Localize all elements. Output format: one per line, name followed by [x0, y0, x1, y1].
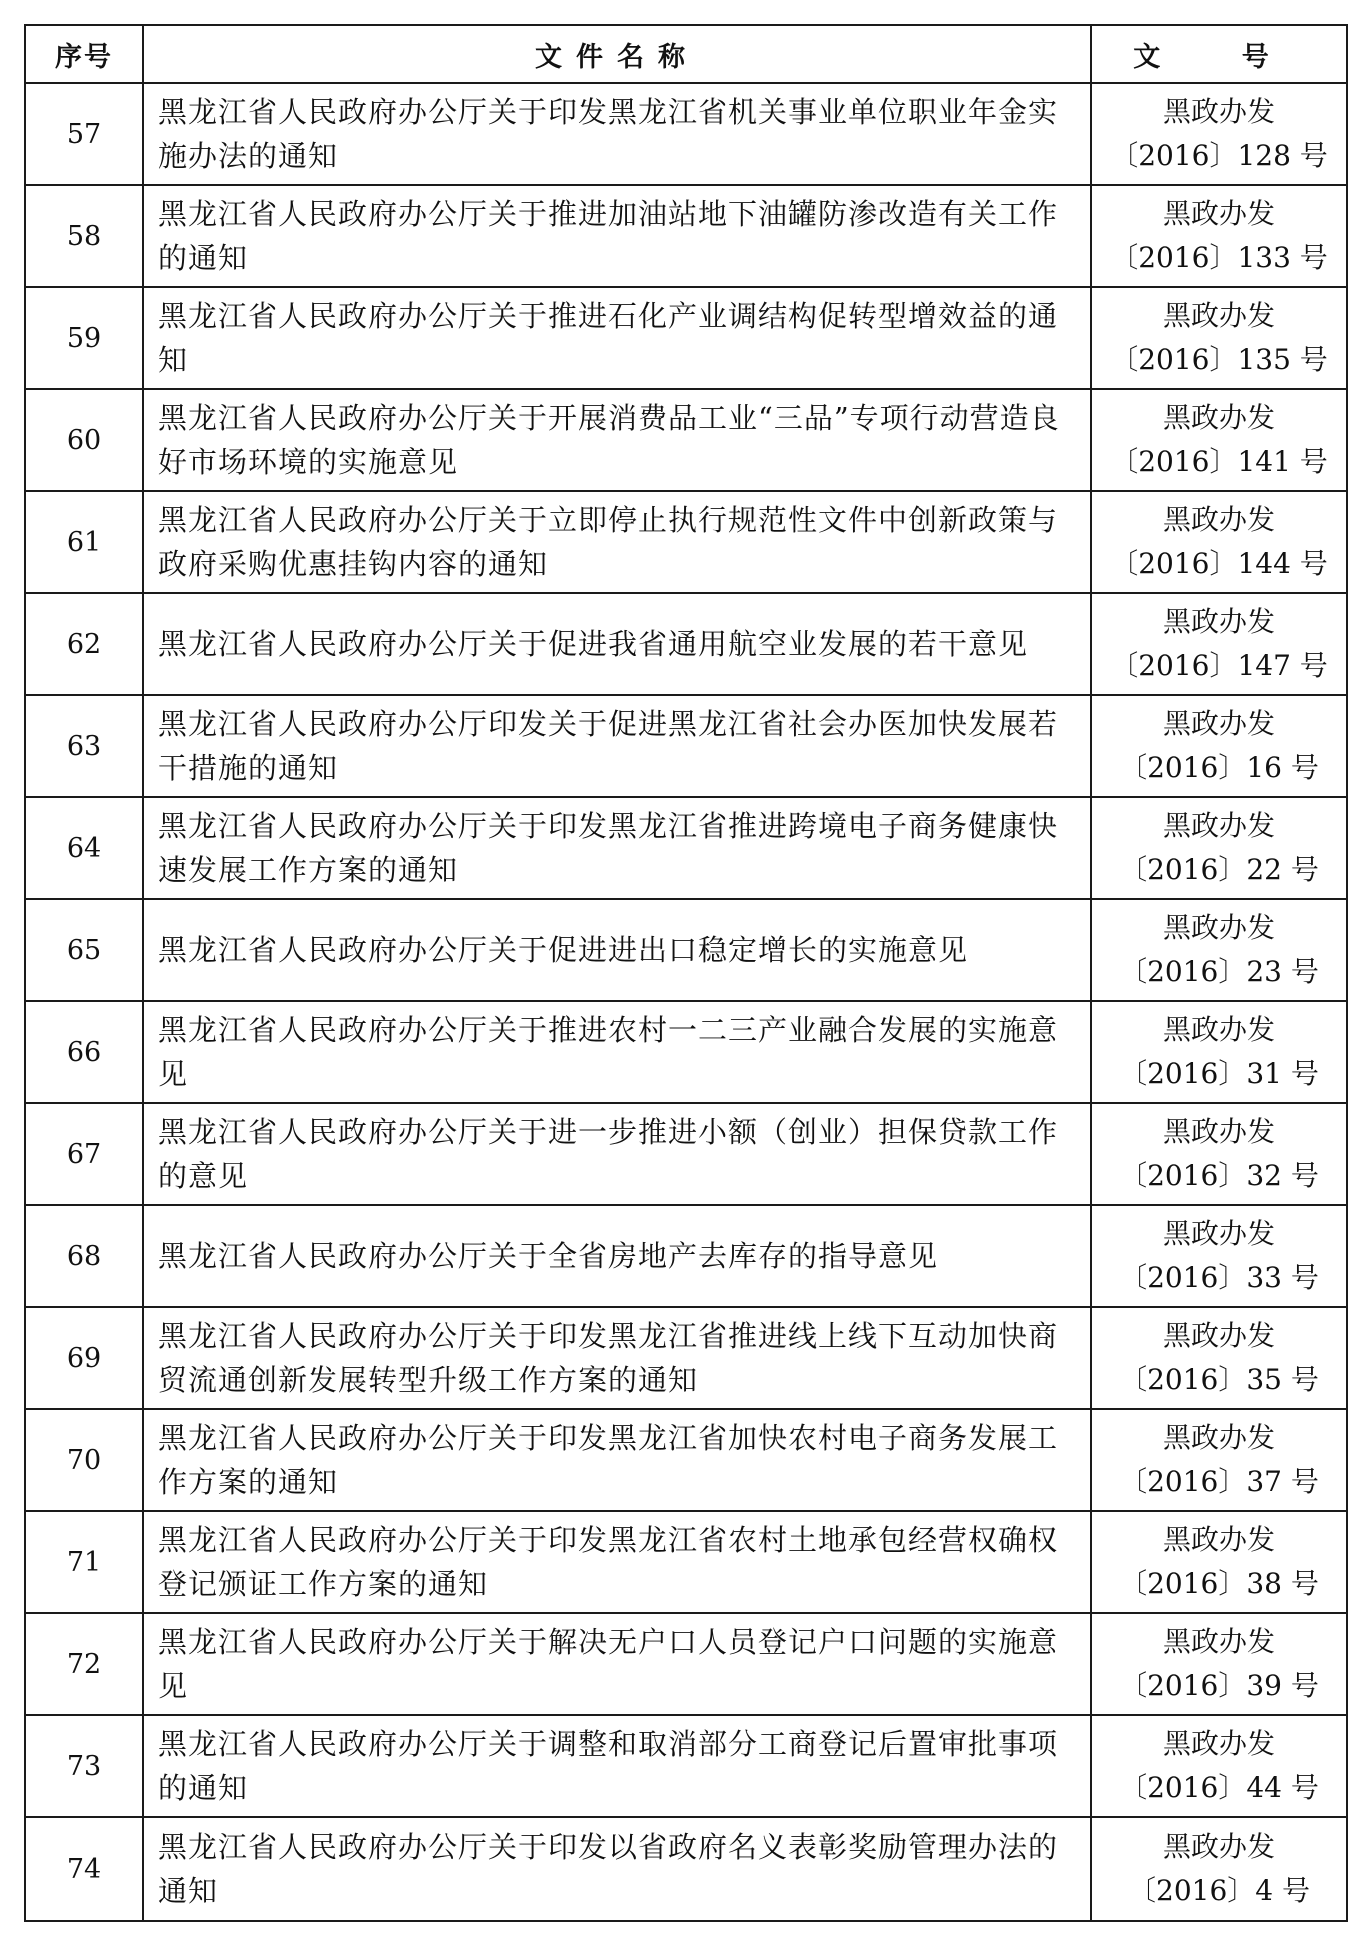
table-row: [25, 899, 1347, 1001]
document-code-cell: [1091, 1103, 1347, 1205]
document-issuer: 黑政办发: [1162, 707, 1275, 740]
document-issuer: 黑政办发: [1162, 401, 1275, 434]
table-row: [25, 1001, 1347, 1103]
document-code-cell: [1091, 1001, 1347, 1103]
document-code: 〔2016〕23 号: [1119, 955, 1319, 988]
row-number: 60: [25, 389, 143, 491]
document-code: 〔2016〕147 号: [1110, 649, 1328, 682]
document-issuer: 黑政办发: [1162, 1523, 1275, 1556]
table-row: [25, 1205, 1347, 1307]
document-code: 〔2016〕4 号: [1128, 1874, 1310, 1907]
document-code-cell: [1091, 695, 1347, 797]
table-row: [25, 83, 1347, 185]
table-row: [25, 593, 1347, 695]
table-row: [25, 1511, 1347, 1613]
row-number: 73: [25, 1715, 143, 1817]
document-code-cell: [1091, 1205, 1347, 1307]
document-issuer: 黑政办发: [1162, 299, 1275, 332]
document-issuer: 黑政办发: [1162, 1217, 1275, 1250]
document-code: 〔2016〕16 号: [1119, 751, 1319, 784]
document-code: 〔2016〕22 号: [1119, 853, 1319, 886]
document-code-cell: [1091, 797, 1347, 899]
document-issuer: 黑政办发: [1162, 1727, 1275, 1760]
document-name: 黑龙江省人民政府办公厅关于推进石化产业调结构促转型增效益的通知: [143, 287, 1091, 389]
document-code-cell: [1091, 1715, 1347, 1817]
row-number: 61: [25, 491, 143, 593]
document-name: 黑龙江省人民政府办公厅关于开展消费品工业“三品”专项行动营造良好市场环境的实施意见: [143, 389, 1091, 491]
document-name: 黑龙江省人民政府办公厅关于进一步推进小额（创业）担保贷款工作的意见: [143, 1103, 1091, 1205]
document-name: 黑龙江省人民政府办公厅关于促进进出口稳定增长的实施意见: [143, 899, 1091, 1001]
table-row: [25, 797, 1347, 899]
row-number: 69: [25, 1307, 143, 1409]
table-row: [25, 1409, 1347, 1511]
table-body: [25, 83, 1347, 1921]
document-name: 黑龙江省人民政府办公厅关于印发黑龙江省机关事业单位职业年金实施办法的通知: [143, 83, 1091, 185]
document-issuer: 黑政办发: [1162, 1319, 1275, 1352]
document-code: 〔2016〕133 号: [1110, 241, 1328, 274]
header-number: 序号: [25, 25, 143, 83]
row-number: 65: [25, 899, 143, 1001]
document-page: [24, 24, 1346, 1922]
document-issuer: 黑政办发: [1162, 197, 1275, 230]
row-number: 74: [25, 1817, 143, 1921]
document-name: 黑龙江省人民政府办公厅关于解决无户口人员登记户口问题的实施意见: [143, 1613, 1091, 1715]
table-row: [25, 185, 1347, 287]
table-row: [25, 389, 1347, 491]
document-code: 〔2016〕39 号: [1119, 1669, 1319, 1702]
row-number: 67: [25, 1103, 143, 1205]
table-row: [25, 1103, 1347, 1205]
document-name: 黑龙江省人民政府办公厅关于印发以省政府名义表彰奖励管理办法的通知: [143, 1817, 1091, 1921]
document-list-table: [24, 24, 1348, 1922]
row-number: 63: [25, 695, 143, 797]
document-issuer: 黑政办发: [1162, 1115, 1275, 1148]
header-document-code: 文 号: [1091, 25, 1347, 83]
document-code: 〔2016〕144 号: [1110, 547, 1328, 580]
document-name: 黑龙江省人民政府办公厅关于促进我省通用航空业发展的若干意见: [143, 593, 1091, 695]
document-code-cell: [1091, 899, 1347, 1001]
document-name: 黑龙江省人民政府办公厅关于印发黑龙江省推进线上线下互动加快商贸流通创新发展转型升级工作方案的通知: [143, 1307, 1091, 1409]
document-name: 黑龙江省人民政府办公厅关于调整和取消部分工商登记后置审批事项的通知: [143, 1715, 1091, 1817]
row-number: 70: [25, 1409, 143, 1511]
document-issuer: 黑政办发: [1162, 503, 1275, 536]
row-number: 64: [25, 797, 143, 899]
table-row: [25, 1817, 1347, 1921]
document-code-cell: [1091, 491, 1347, 593]
document-name: 黑龙江省人民政府办公厅关于印发黑龙江省推进跨境电子商务健康快速发展工作方案的通知: [143, 797, 1091, 899]
document-code: 〔2016〕128 号: [1110, 139, 1328, 172]
document-issuer: 黑政办发: [1162, 95, 1275, 128]
document-code-cell: [1091, 185, 1347, 287]
table-row: [25, 1613, 1347, 1715]
document-name: 黑龙江省人民政府办公厅关于全省房地产去库存的指导意见: [143, 1205, 1091, 1307]
document-code: 〔2016〕44 号: [1119, 1771, 1319, 1804]
document-code-cell: [1091, 1613, 1347, 1715]
document-code-cell: [1091, 287, 1347, 389]
row-number: 59: [25, 287, 143, 389]
document-name: 黑龙江省人民政府办公厅关于立即停止执行规范性文件中创新政策与政府采购优惠挂钩内容的通知: [143, 491, 1091, 593]
document-issuer: 黑政办发: [1162, 1830, 1275, 1863]
row-number: 72: [25, 1613, 143, 1715]
document-code: 〔2016〕35 号: [1119, 1363, 1319, 1396]
row-number: 71: [25, 1511, 143, 1613]
document-code-cell: [1091, 1511, 1347, 1613]
document-name: 黑龙江省人民政府办公厅关于印发黑龙江省农村土地承包经营权确权登记颁证工作方案的通知: [143, 1511, 1091, 1613]
document-code-cell: [1091, 1817, 1347, 1921]
row-number: 66: [25, 1001, 143, 1103]
document-issuer: 黑政办发: [1162, 1625, 1275, 1658]
document-issuer: 黑政办发: [1162, 809, 1275, 842]
document-code: 〔2016〕141 号: [1110, 445, 1328, 478]
document-code: 〔2016〕38 号: [1119, 1567, 1319, 1600]
document-name: 黑龙江省人民政府办公厅印发关于促进黑龙江省社会办医加快发展若干措施的通知: [143, 695, 1091, 797]
document-code: 〔2016〕33 号: [1119, 1261, 1319, 1294]
document-code: 〔2016〕32 号: [1119, 1159, 1319, 1192]
table-row: [25, 287, 1347, 389]
document-code: 〔2016〕37 号: [1119, 1465, 1319, 1498]
table-row: [25, 491, 1347, 593]
document-code-cell: [1091, 593, 1347, 695]
document-issuer: 黑政办发: [1162, 605, 1275, 638]
header-row: [25, 25, 1347, 83]
row-number: 57: [25, 83, 143, 185]
document-code-cell: [1091, 389, 1347, 491]
table-header: [25, 25, 1347, 83]
document-code: 〔2016〕135 号: [1110, 343, 1328, 376]
document-name: 黑龙江省人民政府办公厅关于印发黑龙江省加快农村电子商务发展工作方案的通知: [143, 1409, 1091, 1511]
row-number: 58: [25, 185, 143, 287]
document-issuer: 黑政办发: [1162, 1421, 1275, 1454]
table-row: [25, 695, 1347, 797]
document-code-cell: [1091, 1409, 1347, 1511]
document-code: 〔2016〕31 号: [1119, 1057, 1319, 1090]
document-name: 黑龙江省人民政府办公厅关于推进农村一二三产业融合发展的实施意见: [143, 1001, 1091, 1103]
document-code-cell: [1091, 83, 1347, 185]
table-row: [25, 1715, 1347, 1817]
document-issuer: 黑政办发: [1162, 911, 1275, 944]
document-issuer: 黑政办发: [1162, 1013, 1275, 1046]
row-number: 68: [25, 1205, 143, 1307]
document-name: 黑龙江省人民政府办公厅关于推进加油站地下油罐防渗改造有关工作的通知: [143, 185, 1091, 287]
document-code-cell: [1091, 1307, 1347, 1409]
row-number: 62: [25, 593, 143, 695]
table-row: [25, 1307, 1347, 1409]
header-document-name: 文件名称: [143, 25, 1091, 83]
